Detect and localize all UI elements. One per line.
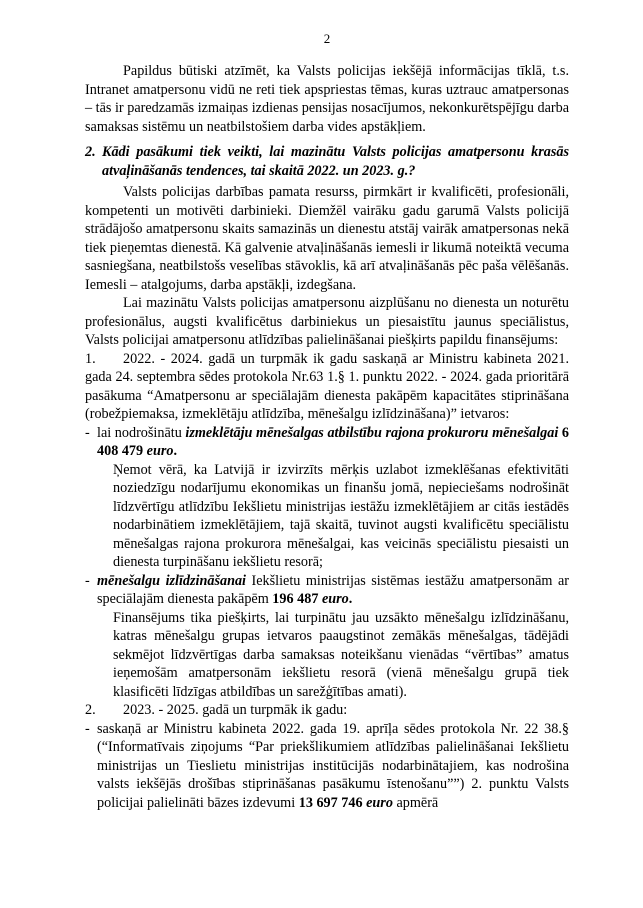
paragraph-resurss: Valsts policijas darbības pamata resurss, pirmkārt ir kvalificēti, profesionāli, kompetenti un motivēti darbinieki. Diemžēl vairāku gadu garumā Valsts policijā strādājošo amatpersonu skaits samazinās un dienestu atstāj vairāk amatpersonas nekā tiek pieņemtas dienestā. Kā galvenie atvaļināšanās iemesli ir likumā noteiktā vecuma sasniegšana, neatbilstošs veselības stāvoklis, kā arī atvaļināšanās pēc paša vēlēšanās. Iemesli – atalgojums, darba apstākļi, izdegšana.	[85, 184, 569, 293]
document-content	[85, 62, 569, 812]
list-item-2-number: 2.	[85, 702, 96, 718]
bullet-dash-marker: -	[85, 572, 90, 589]
bullet-2-emphasis: mēnešalgu izlīdzināšanai	[97, 572, 246, 589]
bullet-2-tail: .	[348, 591, 353, 607]
bullet-dash-marker: -	[85, 424, 90, 441]
paragraph-nemot-vera: Ņemot vērā, ka Latvijā ir izvirzīts mērķis uzlabot izmeklēšanas efektivitāti noziedzīgu nodarījumu ekonomikas un finanšu jomā, nepieciešams nodrošināt līdzvērtīgu atlīdzību Iekšlietu ministrijas iestāžu izmeklētājiem ar citās iestādēs nodarbinātiem izmeklētājiem, tajā skaitā, tuvinot augsti kvalificētu speciālistu mēnešalgas rajona prokurora mēnešalgai, kas veicinās speciālistu piesaisti un dienesta turpināšanu iekšlietu resorā;	[113, 461, 569, 570]
paragraph-intranet: Papildus būtiski atzīmēt, ka Valsts policijas iekšējā informācijas tīklā, t.s. Intranet amatpersonu vidū ne reti tiek apspriestas tēmas, kuras uztrauc amatpersonas – tās ir paredzamās izmaiņas izdienas pensijas nosacījumos, nekonkurētspējīgu darba samaksas sistēmu un neatbilstošiem darba vides apstākļiem.	[85, 63, 569, 135]
list-item-2	[85, 701, 569, 720]
bullet-dash-marker: -	[85, 720, 90, 737]
list-item-2-text: 2023. - 2025. gadā un turpmāk ik gadu:	[123, 702, 348, 718]
paragraph-finansejums: Finansējums tika piešķirts, lai turpinātu jau uzsākto mēnešalgu izlīdzināšanu, katras mēnešalgu grupas ietvaros paaugstinot zemākās mēnešalgas, tādējādi sekmējot līdzvērtīgas darba samaksas noteikšanu vienādas “vērtības” amatus ieņemošām amatpersonām iekšlietu resorā (vienā mēnešalgu grupā tiek klasificēti līdzīgas atbildības un sarežģītības amati).	[113, 609, 569, 700]
bullet-3-tail: apmērā	[392, 794, 439, 811]
bullet-1-lead: lai nodrošinātu	[97, 424, 186, 441]
bullet-1-emphasis: izmeklētāju mēnešalgas atbilstību rajona prokuroru mēnešalgai	[185, 424, 559, 441]
bullet-1-amount: 6 408 479	[97, 424, 569, 459]
bullet-saskana	[85, 720, 569, 813]
bullet-3-currency: euro	[366, 794, 393, 811]
bullet-1-tail: .	[173, 443, 178, 459]
bullet-1-currency: euro	[146, 443, 174, 459]
bullet-izmekletaju	[85, 424, 569, 461]
bullet-3-amount: 13 697 746	[298, 794, 367, 811]
bullet-2-currency: euro	[321, 591, 349, 607]
page-number: 2	[323, 31, 331, 46]
bullet-3-lead: saskaņā ar Ministru kabineta 2022. gada 19. aprīļa sēdes protokola Nr. 22 38.§ (“Informatīvais ziņojums “Par priekšlikumiem atlīdzības palielināšanai Iekšlietu ministrijas un Tieslietu ministrijas institūcijās nodarbinātajiem, kas nodrošina valsts iekšējās drošības stiprināšanas pasākumu īstenošanu””) 2. punktu Valsts policijai palielināti bāzes izdevumi	[97, 720, 569, 811]
bullet-2-amount: 196 487	[272, 591, 322, 607]
paragraph-mazinatu: Lai mazinātu Valsts policijas amatpersonu aizplūšanu no dienesta un noturētu profesionālus, augsti kvalificētus darbiniekus un piesaistītu jaunus speciālistus, Valsts policijai amatpersonu atlīdzības palielināšanai piešķirts papildu finansējums:	[85, 295, 569, 348]
bullet-2-mid: Iekšlietu ministrijas sistēmas iestāžu amatpersonām ar speciālajām dienesta pakāpēm	[97, 572, 569, 607]
bullet-menesalgu	[85, 572, 569, 609]
heading-text: Kādi pasākumi tiek veikti, lai mazinātu Valsts policijas amatpersonu krasās atvaļināšanās tendences, tai skaitā 2022. un 2023. g.?	[102, 144, 569, 179]
section-heading	[85, 143, 569, 180]
heading-number: 2.	[85, 144, 96, 160]
list-item-1	[85, 350, 569, 424]
list-item-1-text: 2022. - 2024. gadā un turpmāk ik gadu saskaņā ar Ministru kabineta 2021. gada 24. septembra sēdes protokola Nr.63 1.§ 1. punktu 2022. - 2024. gada prioritārā pasākuma “Amatpersonu ar speciālajām dienesta pakāpēm kapacitātes stiprināšana (robežpiemaksa, izmeklētāju atlīdzība, mēnešalgu izlīdzināšana)” ietvaros:	[85, 350, 569, 422]
list-item-1-number: 1.	[85, 350, 96, 367]
